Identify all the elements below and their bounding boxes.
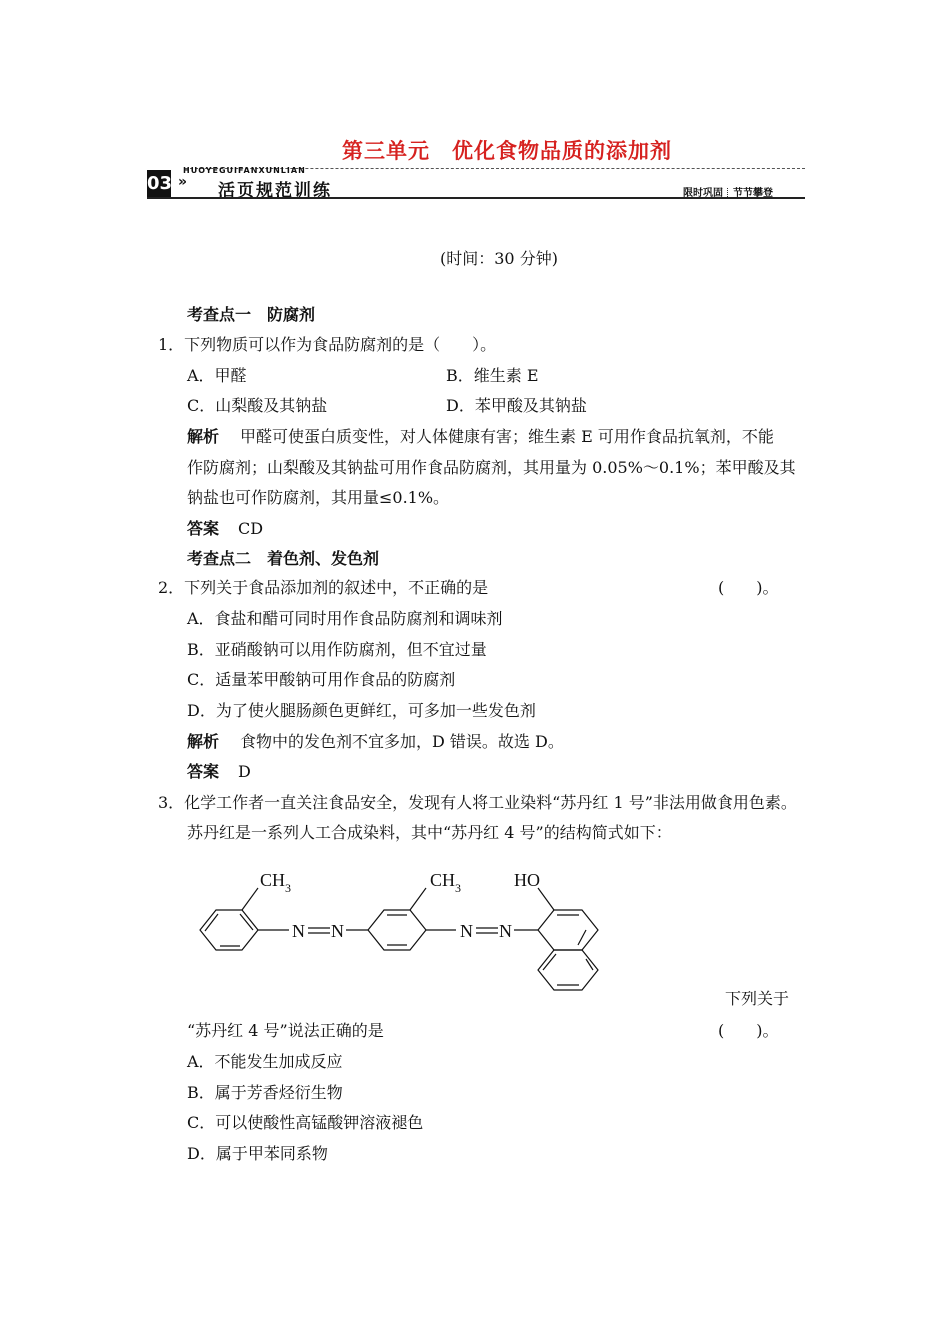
n-label-2: N [331, 921, 344, 941]
banner-heading: 活页规范训练 [218, 181, 332, 201]
question-3-after-figure: 下列关于 [725, 989, 790, 1008]
question-2-stem: 2．下列关于食品添加剂的叙述中，不正确的是 [158, 578, 489, 597]
question-3-option-c: C．可以使酸性高锰酸钾溶液褪色 [187, 1113, 424, 1132]
question-3-option-a: A．不能发生加成反应 [187, 1052, 343, 1071]
banner-right-right: 节节攀登 [733, 188, 773, 199]
question-3-stem-line-1: 3．化学工作者一直关注食品安全，发现有人将工业染料“苏丹红 1 号”非法用做食用色素。 [158, 793, 797, 812]
question-3-stem-line-2: 苏丹红是一系列人工合成染料，其中“苏丹红 4 号”的结构简式如下： [187, 823, 672, 842]
question-3-option-b: B．属于芳香烃衍生物 [187, 1083, 343, 1102]
ring-left-outline [200, 910, 258, 950]
time-note: (时间：30 分钟) [440, 249, 558, 268]
n-label-4: N [499, 921, 512, 941]
bond-ch3-2 [410, 888, 426, 910]
question-1-analysis-line-1: 甲醛可使蛋白质变性，对人体健康有害；维生素 E 可用作食品抗氧剂，不能 [240, 427, 774, 446]
question-1-stem: 1．下列物质可以作为食品防腐剂的是（ ）。 [158, 335, 497, 354]
question-3-answer-blank: ( )。 [718, 1021, 779, 1040]
question-2-answer-blank: ( )。 [718, 578, 779, 597]
naphthalene-upper-ring [538, 910, 598, 950]
question-1-option-a: A．甲醛 [187, 366, 247, 385]
question-3-option-d: D．属于甲苯同系物 [187, 1144, 328, 1163]
bond-oh [538, 888, 554, 910]
ring-middle-outline [368, 910, 426, 950]
banner-number: 03 [147, 170, 171, 197]
n-label-1: N [292, 921, 305, 941]
banner-underline [147, 197, 805, 199]
naph-double-5 [586, 959, 593, 970]
banner-right-left: 限时巩固 [683, 188, 723, 199]
question-1-analysis-line-3: 钠盐也可作防腐剂，其用量≤0.1%。 [187, 488, 450, 507]
banner-arrow-icon: » [178, 174, 188, 190]
question-2-option-c: C．适量苯甲酸钠可用作食品的防腐剂 [187, 670, 456, 689]
question-2-answer-label: 答案 [187, 762, 220, 781]
question-2-analysis-label: 解析 [187, 732, 220, 751]
banner-pinyin: HUOYEGUIFANXUNLIAN [183, 166, 306, 175]
ch3-label-2: $CH_3$ [430, 870, 462, 895]
question-2-option-a: A．食盐和醋可同时用作食品防腐剂和调味剂 [187, 609, 503, 628]
question-2-option-d: D．为了使火腿肠颜色更鲜红，可多加一些发色剂 [187, 701, 536, 720]
section-heading-2: 考查点二 着色剂、发色剂 [187, 549, 380, 568]
question-2-answer: D [238, 762, 251, 781]
n-label-3: N [460, 921, 473, 941]
question-1-answer-label: 答案 [187, 519, 220, 538]
question-2-option-b: B．亚硝酸钠可以用作防腐剂，但不宜过量 [187, 640, 487, 659]
sudan-red-4-structure [190, 862, 620, 1002]
ch3-label-1: $CH_3$ [260, 870, 292, 895]
section-heading-1: 考查点一 防腐剂 [187, 305, 316, 324]
page-title: 第三单元 优化食物品质的添加剂 [342, 139, 672, 163]
bond-ch3-1 [242, 888, 258, 910]
question-1-option-c: C．山梨酸及其钠盐 [187, 396, 328, 415]
ho-label: HO [514, 870, 540, 890]
question-1-analysis-label: 解析 [187, 427, 220, 446]
naphthalene-lower-ring [538, 950, 598, 990]
question-2-analysis: 食物中的发色剂不宜多加，D 错误。故选 D。 [240, 732, 564, 751]
question-3-stem-line-3: “苏丹红 4 号”说法正确的是 [187, 1021, 384, 1040]
question-1-answer: CD [238, 519, 264, 538]
question-1-analysis-line-2: 作防腐剂；山梨酸及其钠盐可用作食品防腐剂，其用量为 0.05%～0.1%；苯甲酸及其 [187, 458, 796, 477]
naph-double-2 [578, 930, 586, 945]
question-1-option-d: D．苯甲酸及其钠盐 [446, 396, 587, 415]
question-1-option-b: B．维生素 E [446, 366, 539, 385]
